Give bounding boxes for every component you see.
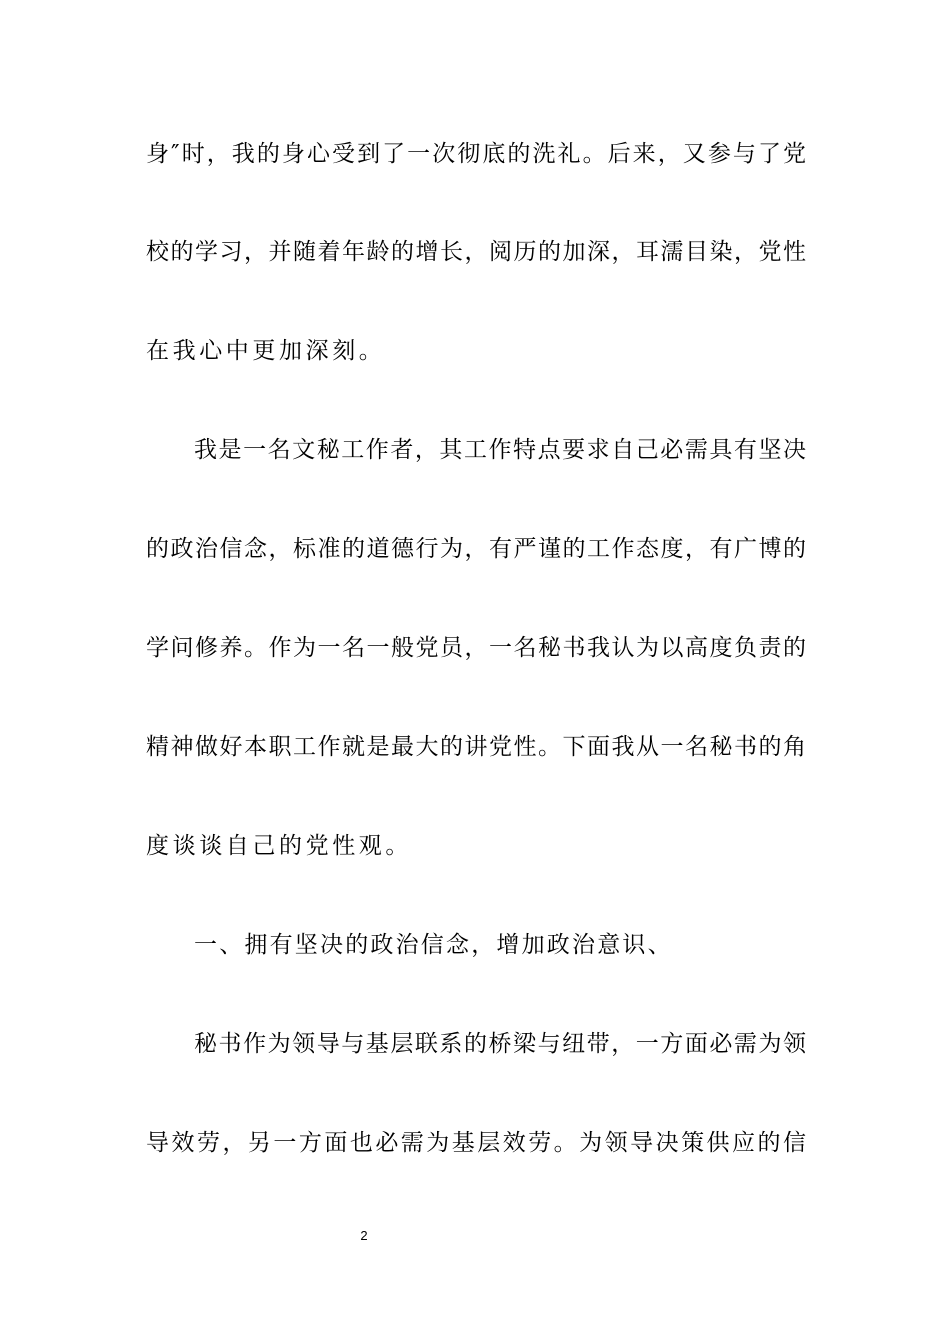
paragraph-first-line: 秘书作为领导与基层联系的桥梁与纽带，一方面必需为领: [194, 1031, 806, 1057]
page-number: 2: [360, 1228, 368, 1243]
body-text-line: 度谈谈自己的党性观。: [146, 833, 412, 859]
paragraph-first-line: 我是一名文秘工作者，其工作特点要求自己必需具有坚决: [194, 437, 806, 463]
body-text-line: 校的学习，并随着年龄的增长，阅历的加深，耳濡目染，党性: [146, 239, 806, 265]
section-heading: 一、拥有坚决的政治信念，增加政治意识、: [194, 932, 673, 958]
body-text-line: 的政治信念，标准的道德行为，有严谨的工作态度，有广博的: [146, 536, 806, 562]
body-text-line: 在我心中更加深刻。: [146, 338, 386, 364]
body-text-line: 学问修养。作为一名一般党员，一名秘书我认为以高度负责的: [146, 635, 806, 661]
body-text-line: 导效劳，另一方面也必需为基层效劳。为领导决策供应的信: [146, 1130, 806, 1156]
body-text-line: 精神做好本职工作就是最大的讲党性。下面我从一名秘书的角: [146, 734, 806, 760]
body-text-line: 身″时，我的身心受到了一次彻底的洗礼。后来，又参与了党: [146, 141, 806, 167]
